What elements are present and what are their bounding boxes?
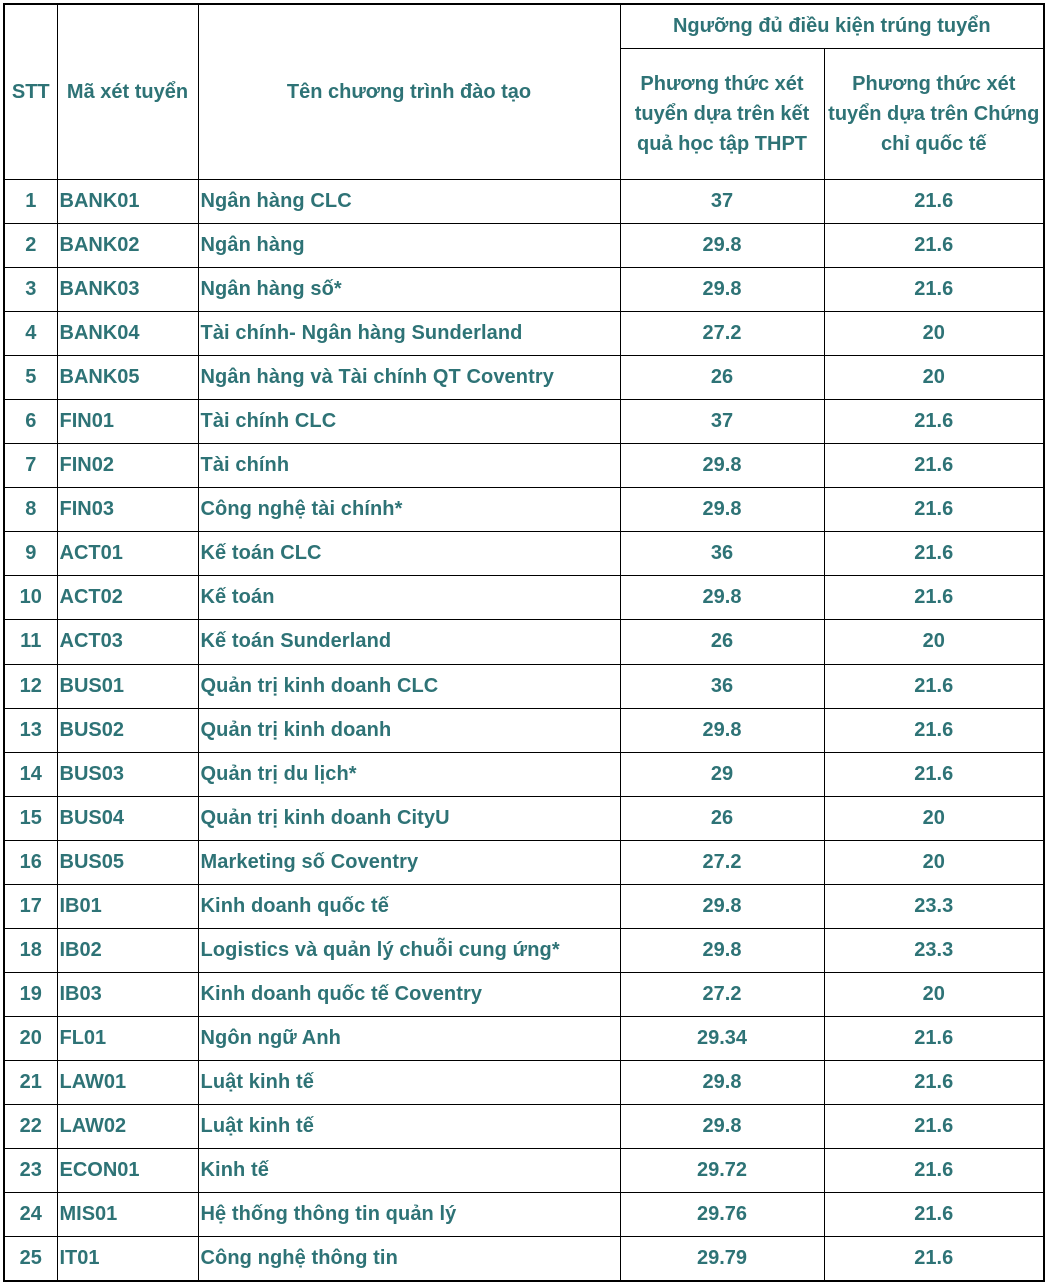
- row-program-name: Ngân hàng CLC: [198, 180, 620, 224]
- row-stt: 15: [4, 796, 57, 840]
- row-code: BUS03: [57, 752, 198, 796]
- table-row: [4, 1149, 1044, 1193]
- row-thpt-threshold: 26: [620, 620, 824, 664]
- row-code: BUS01: [57, 664, 198, 708]
- row-stt: 7: [4, 444, 57, 488]
- row-intl-threshold: 21.6: [824, 664, 1044, 708]
- row-intl-threshold: 20: [824, 312, 1044, 356]
- row-program-name: Ngân hàng số*: [198, 268, 620, 312]
- table-row: [4, 620, 1044, 664]
- row-stt: 17: [4, 884, 57, 928]
- row-program-name: Quản trị kinh doanh CityU: [198, 796, 620, 840]
- row-program-name: Quản trị du lịch*: [198, 752, 620, 796]
- row-thpt-threshold: 27.2: [620, 972, 824, 1016]
- row-intl-threshold: 21.6: [824, 1193, 1044, 1237]
- row-stt: 5: [4, 356, 57, 400]
- row-code: BUS04: [57, 796, 198, 840]
- table-row: [4, 312, 1044, 356]
- row-thpt-threshold: 26: [620, 356, 824, 400]
- row-program-name: Công nghệ thông tin: [198, 1237, 620, 1281]
- row-stt: 4: [4, 312, 57, 356]
- table-row: [4, 664, 1044, 708]
- row-intl-threshold: 21.6: [824, 532, 1044, 576]
- table-row: [4, 928, 1044, 972]
- table-row: [4, 972, 1044, 1016]
- row-thpt-threshold: 29.8: [620, 224, 824, 268]
- row-thpt-threshold: 29.34: [620, 1016, 824, 1060]
- row-intl-threshold: 20: [824, 620, 1044, 664]
- row-intl-threshold: 20: [824, 972, 1044, 1016]
- row-intl-threshold: 23.3: [824, 928, 1044, 972]
- row-program-name: Kinh doanh quốc tế: [198, 884, 620, 928]
- row-code: BANK01: [57, 180, 198, 224]
- row-stt: 8: [4, 488, 57, 532]
- row-intl-threshold: 21.6: [824, 400, 1044, 444]
- header-program: Tên chương trình đào tạo: [198, 4, 620, 180]
- row-thpt-threshold: 37: [620, 180, 824, 224]
- row-code: IB03: [57, 972, 198, 1016]
- row-thpt-threshold: 36: [620, 532, 824, 576]
- header-method-intl: Phương thức xét tuyển dựa trên Chứng chỉ quốc tế: [824, 49, 1044, 180]
- row-thpt-threshold: 29.8: [620, 708, 824, 752]
- row-intl-threshold: 21.6: [824, 224, 1044, 268]
- row-code: FL01: [57, 1016, 198, 1060]
- row-program-name: Marketing số Coventry: [198, 840, 620, 884]
- row-code: LAW02: [57, 1104, 198, 1148]
- table-row: [4, 576, 1044, 620]
- row-code: IB01: [57, 884, 198, 928]
- row-stt: 14: [4, 752, 57, 796]
- row-program-name: Tài chính- Ngân hàng Sunderland: [198, 312, 620, 356]
- row-thpt-threshold: 29.8: [620, 488, 824, 532]
- header-code: Mã xét tuyển: [57, 4, 198, 180]
- table-row: [4, 1016, 1044, 1060]
- row-stt: 21: [4, 1060, 57, 1104]
- row-intl-threshold: 21.6: [824, 1104, 1044, 1148]
- row-code: BANK05: [57, 356, 198, 400]
- row-stt: 12: [4, 664, 57, 708]
- table-body: [4, 180, 1044, 1282]
- row-thpt-threshold: 29.8: [620, 928, 824, 972]
- row-intl-threshold: 21.6: [824, 444, 1044, 488]
- row-stt: 11: [4, 620, 57, 664]
- row-intl-threshold: 21.6: [824, 752, 1044, 796]
- row-code: IT01: [57, 1237, 198, 1281]
- row-intl-threshold: 21.6: [824, 708, 1044, 752]
- row-thpt-threshold: 29.79: [620, 1237, 824, 1281]
- row-code: FIN01: [57, 400, 198, 444]
- row-intl-threshold: 21.6: [824, 576, 1044, 620]
- table-row: [4, 1060, 1044, 1104]
- row-code: FIN03: [57, 488, 198, 532]
- row-stt: 10: [4, 576, 57, 620]
- row-program-name: Tài chính: [198, 444, 620, 488]
- table-row: [4, 840, 1044, 884]
- table-row: [4, 1193, 1044, 1237]
- row-program-name: Logistics và quản lý chuỗi cung ứng*: [198, 928, 620, 972]
- row-thpt-threshold: 29.8: [620, 1104, 824, 1148]
- row-thpt-threshold: 29.8: [620, 268, 824, 312]
- table-row: [4, 356, 1044, 400]
- row-thpt-threshold: 29.8: [620, 576, 824, 620]
- row-code: BANK04: [57, 312, 198, 356]
- row-program-name: Quản trị kinh doanh CLC: [198, 664, 620, 708]
- row-stt: 20: [4, 1016, 57, 1060]
- row-program-name: Công nghệ tài chính*: [198, 488, 620, 532]
- table-row: [4, 400, 1044, 444]
- table-row: [4, 268, 1044, 312]
- row-program-name: Luật kinh tế: [198, 1060, 620, 1104]
- row-program-name: Ngân hàng: [198, 224, 620, 268]
- row-program-name: Kế toán: [198, 576, 620, 620]
- row-code: IB02: [57, 928, 198, 972]
- table-row: [4, 884, 1044, 928]
- row-program-name: Tài chính CLC: [198, 400, 620, 444]
- row-intl-threshold: 20: [824, 356, 1044, 400]
- row-stt: 2: [4, 224, 57, 268]
- header-row-top: [4, 4, 1044, 49]
- row-intl-threshold: 21.6: [824, 180, 1044, 224]
- row-thpt-threshold: 29: [620, 752, 824, 796]
- row-thpt-threshold: 29.8: [620, 1060, 824, 1104]
- table-row: [4, 752, 1044, 796]
- header-method-thpt: Phương thức xét tuyển dựa trên kết quả học tập THPT: [620, 49, 824, 180]
- row-thpt-threshold: 29.8: [620, 444, 824, 488]
- row-stt: 16: [4, 840, 57, 884]
- row-intl-threshold: 23.3: [824, 884, 1044, 928]
- row-code: BUS05: [57, 840, 198, 884]
- row-program-name: Kinh doanh quốc tế Coventry: [198, 972, 620, 1016]
- row-intl-threshold: 21.6: [824, 268, 1044, 312]
- row-thpt-threshold: 29.76: [620, 1193, 824, 1237]
- row-code: ACT03: [57, 620, 198, 664]
- row-intl-threshold: 21.6: [824, 1060, 1044, 1104]
- row-code: BUS02: [57, 708, 198, 752]
- row-stt: 25: [4, 1237, 57, 1281]
- row-thpt-threshold: 36: [620, 664, 824, 708]
- row-stt: 6: [4, 400, 57, 444]
- table-row: [4, 796, 1044, 840]
- row-code: ECON01: [57, 1149, 198, 1193]
- table-row: [4, 532, 1044, 576]
- row-thpt-threshold: 29.8: [620, 884, 824, 928]
- row-thpt-threshold: 27.2: [620, 312, 824, 356]
- row-intl-threshold: 21.6: [824, 488, 1044, 532]
- row-intl-threshold: 21.6: [824, 1237, 1044, 1281]
- row-program-name: Luật kinh tế: [198, 1104, 620, 1148]
- row-code: ACT02: [57, 576, 198, 620]
- row-intl-threshold: 20: [824, 840, 1044, 884]
- row-stt: 24: [4, 1193, 57, 1237]
- table-row: [4, 1104, 1044, 1148]
- header-threshold: Ngưỡng đủ điều kiện trúng tuyển: [620, 4, 1044, 49]
- table-row: [4, 444, 1044, 488]
- table-row: [4, 224, 1044, 268]
- row-code: MIS01: [57, 1193, 198, 1237]
- table-row: [4, 708, 1044, 752]
- row-thpt-threshold: 26: [620, 796, 824, 840]
- row-stt: 13: [4, 708, 57, 752]
- row-stt: 18: [4, 928, 57, 972]
- row-program-name: Kế toán CLC: [198, 532, 620, 576]
- row-program-name: Ngân hàng và Tài chính QT Coventry: [198, 356, 620, 400]
- row-stt: 22: [4, 1104, 57, 1148]
- row-stt: 3: [4, 268, 57, 312]
- row-stt: 1: [4, 180, 57, 224]
- admission-threshold-table: [3, 3, 1045, 1282]
- row-code: FIN02: [57, 444, 198, 488]
- row-stt: 19: [4, 972, 57, 1016]
- header-stt: STT: [4, 4, 57, 180]
- row-code: BANK02: [57, 224, 198, 268]
- row-stt: 23: [4, 1149, 57, 1193]
- row-thpt-threshold: 29.72: [620, 1149, 824, 1193]
- row-code: LAW01: [57, 1060, 198, 1104]
- table-row: [4, 1237, 1044, 1281]
- row-thpt-threshold: 37: [620, 400, 824, 444]
- row-program-name: Hệ thống thông tin quản lý: [198, 1193, 620, 1237]
- table-row: [4, 488, 1044, 532]
- row-code: BANK03: [57, 268, 198, 312]
- row-program-name: Kinh tế: [198, 1149, 620, 1193]
- row-thpt-threshold: 27.2: [620, 840, 824, 884]
- row-program-name: Quản trị kinh doanh: [198, 708, 620, 752]
- row-stt: 9: [4, 532, 57, 576]
- row-intl-threshold: 21.6: [824, 1016, 1044, 1060]
- row-code: ACT01: [57, 532, 198, 576]
- row-intl-threshold: 20: [824, 796, 1044, 840]
- row-program-name: Kế toán Sunderland: [198, 620, 620, 664]
- table-row: [4, 180, 1044, 224]
- row-program-name: Ngôn ngữ Anh: [198, 1016, 620, 1060]
- row-intl-threshold: 21.6: [824, 1149, 1044, 1193]
